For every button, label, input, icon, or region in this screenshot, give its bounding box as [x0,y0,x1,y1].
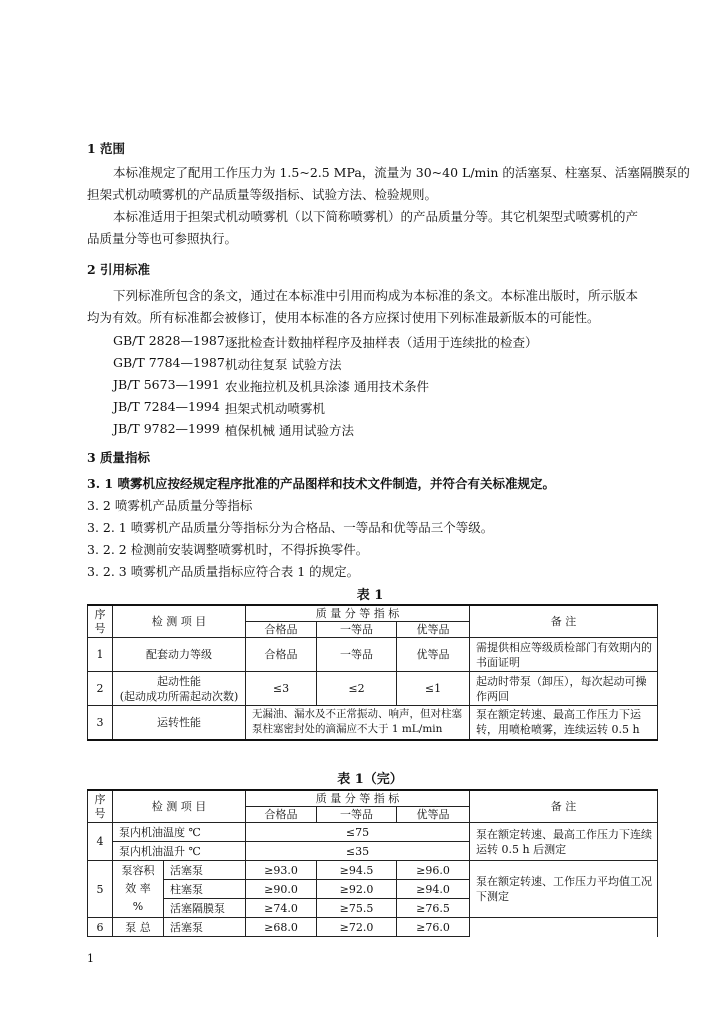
cell-no: 4 [88,823,113,861]
header-item: 检 测 项 目 [113,790,246,823]
table-1-cont-caption: 表 1（完） [337,772,403,787]
ref-title: 逐批检查计数抽样程序及抽样表（适用于连续批的检查） [225,335,538,350]
cell-note: 需提供相应等级质检部门有效期内的书面证明 [470,638,658,672]
ref-code: JB/T 9782—1999 [113,421,220,436]
header-grade-superior: 优等品 [397,807,470,823]
cell-g3: 优等品 [397,638,470,672]
ref-title: 担架式机动喷雾机 [225,401,326,416]
ref-title: 植保机械 通用试验方法 [225,423,354,438]
section-1-para2-line1: 本标准适用于担架式机动喷雾机（以下简称喷雾机）的产品质量分等。其它机架型式喷雾机的产 [113,209,639,224]
cell-no: 6 [88,918,113,937]
section-1-para1-line2: 担架式机动喷雾机的产品质量等级指标、试验方法、检验规则。 [87,187,438,202]
clause-3-2: 3. 2 喷雾机产品质量分等指标 [87,498,253,513]
header-note: 备 注 [470,790,658,823]
cell-g1: ≤3 [246,672,317,706]
cell-group: 泵 总 [113,918,164,937]
cell-item: 泵内机油温度 ℃ [113,823,246,842]
header-seq: 序 号 [88,790,113,823]
cell-item [113,672,246,706]
header-grade-first: 一等品 [317,622,397,638]
ref-code: GB/T 7784—1987 [113,355,225,370]
section-2-para-line2: 均为有效。所有标准都会被修订，使用本标准的各方应探讨使用下列标准最新版本的可能性。 [87,310,600,325]
cell-g3: ≤1 [397,672,470,706]
cell-g1: ≥74.0 [246,899,317,918]
cell-g2: ≥94.5 [317,861,397,880]
section-3-heading: 3 质量指标 [87,450,151,465]
cell-g2: 一等品 [317,638,397,672]
clause-3-2-3: 3. 2. 3 喷雾机产品质量指标应符合表 1 的规定。 [87,564,360,579]
cell-g2: ≥75.5 [317,899,397,918]
page-number: 1 [87,952,94,965]
section-1-para2-line2: 品质量分等也可参照执行。 [87,231,238,246]
cell-merged-value: ≤35 [246,842,470,861]
header-grade: 质 量 分 等 指 标 [246,605,470,622]
cell-g1: ≥68.0 [246,918,317,937]
cell-item: 泵内机油温升 ℃ [113,842,246,861]
cell-item: 运转性能 [113,706,246,740]
section-1-para1-line1: 本标准规定了配用工作压力为 1.5~2.5 MPa，流量为 30~40 L/min 的活塞泵、柱塞泵、活塞隔膜泵的 [113,165,690,180]
clause-3-2-1: 3. 2. 1 喷雾机产品质量分等指标分为合格品、一等品和优等品三个等级。 [87,520,494,535]
cell-note: 泵在额定转速、最高工作压力下运转，用喷枪喷雾，连续运转 0.5 h [470,706,658,740]
cell-note: 起动时带泵（卸压），每次起动可操作两回 [470,672,658,706]
cell-subitem: 活塞泵 [164,861,246,880]
cell-subitem: 活塞泵 [164,918,246,937]
cell-merged-value: ≤75 [246,823,470,842]
cell-g1: ≥93.0 [246,861,317,880]
header-note: 备 注 [470,605,658,638]
cell-g2: ≤2 [317,672,397,706]
table-row [88,823,658,842]
ref-code: JB/T 7284—1994 [113,399,220,414]
section-2-para-line1: 下列标准所包含的条文，通过在本标准中引用而构成为本标准的条文。本标准出版时，所示版本 [113,288,639,303]
cell-g3: ≥76.0 [397,918,470,937]
cell-no: 1 [88,638,113,672]
clause-3-1: 3. 1 喷雾机应按经规定程序批准的产品图样和技术文件制造，并符合有关标准规定。 [87,476,555,491]
ref-title: 农业拖拉机及机具涂漆 通用技术条件 [225,379,429,394]
clause-3-2-2: 3. 2. 2 检测前安装调整喷雾机时，不得拆换零件。 [87,542,369,557]
header-grade: 质 量 分 等 指 标 [246,790,470,807]
ref-code: JB/T 5673—1991 [113,377,220,392]
table-row [88,918,658,937]
cell-subitem: 活塞隔膜泵 [164,899,246,918]
section-1-heading: 1 范围 [87,141,126,156]
header-seq: 序 号 [88,605,113,638]
ref-code: GB/T 2828—1987 [113,333,225,348]
cell-note: 泵在额定转速、工作压力平均值工况下测定 [470,861,658,918]
table-row [88,638,658,672]
cell-note: 泵在额定转速、最高工作压力下连续运转 0.5 h 后测定 [470,823,658,861]
cell-item: 配套动力等级 [113,638,246,672]
cell-merged-grade: 无漏油、漏水及不正常振动、响声，但对柱塞泵柱塞密封处的滴漏应不大于 1 mL/min [246,706,470,740]
table-row [88,861,658,880]
cell-g1: 合格品 [246,638,317,672]
header-grade-first: 一等品 [317,807,397,823]
table-1 [87,604,658,741]
header-grade-qualified: 合格品 [246,622,317,638]
cell-g3: ≥94.0 [397,880,470,899]
table-1-caption: 表 1 [356,588,384,603]
header-grade-qualified: 合格品 [246,807,317,823]
cell-g2: ≥72.0 [317,918,397,937]
cell-g3: ≥76.5 [397,899,470,918]
cell-g1: ≥90.0 [246,880,317,899]
section-2-heading: 2 引用标准 [87,262,151,277]
cell-no: 2 [88,672,113,706]
cell-g2: ≥92.0 [317,880,397,899]
cell-subitem: 柱塞泵 [164,880,246,899]
cell-note-empty [470,918,658,937]
table-1-continued [87,789,658,937]
header-grade-superior: 优等品 [397,622,470,638]
cell-item-line1: 起动性能 [157,674,201,688]
table-row [88,672,658,706]
ref-title: 机动往复泵 试验方法 [225,357,342,372]
table-row [88,706,658,740]
cell-no: 3 [88,706,113,740]
header-item: 检 测 项 目 [113,605,246,638]
cell-no: 5 [88,861,113,918]
cell-group: 泵容积 效 率 % [113,861,164,918]
cell-item-line2: (起动成功所需起动次数) [119,689,239,703]
cell-g3: ≥96.0 [397,861,470,880]
